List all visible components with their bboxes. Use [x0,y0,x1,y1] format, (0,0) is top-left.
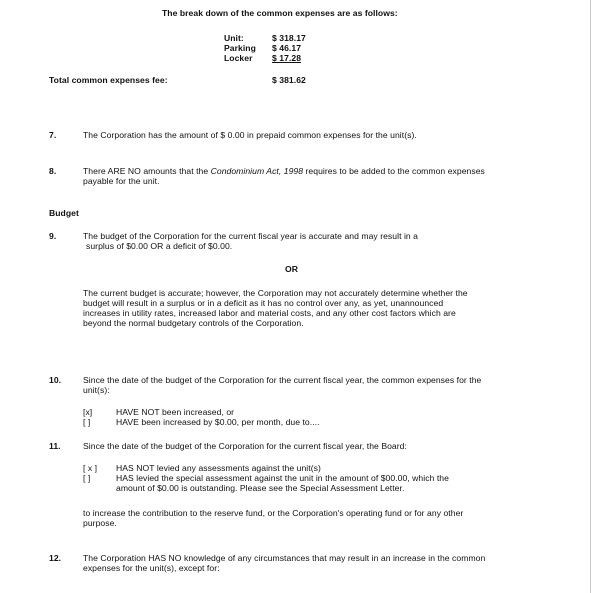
item-10-option2-text: HAVE been increased by $0.00, per month, due to.... [116,417,320,427]
item-9-para-line1: The current budget is accurate; however, the Corporation may not accurately determine whether the [83,288,468,298]
item-10-option1-checkbox: [x] [83,407,93,417]
item-8-line1 [83,166,485,176]
expense-label-unit: Unit: [224,33,244,43]
item-12-line2: expenses for the unit(s), except for: [83,563,220,573]
item-8-text-after: requires to be added to the common expenses [303,166,485,176]
item-9-para-line2: budget will result in a surplus or in a deficit as it has no control over any, as yet, unannounced [83,298,444,308]
item-11-option2-line2: amount of $0.00 is outstanding. Please see the Special Assessment Letter. [116,483,405,493]
item-10-line1: Since the date of the budget of the Corporation for the current fiscal year, the common expenses for the [83,375,482,385]
condominium-act-title: Condominium Act, 1998 [210,166,304,176]
item-11-line1: Since the date of the budget of the Corporation for the current fiscal year, the Board: [83,441,407,451]
expense-amount-parking: $ 46.17 [272,43,302,53]
total-expenses-amount: $ 381.62 [272,75,306,85]
item-12-number: 12. [49,553,62,563]
expense-amount-locker: $ 17.28 [272,53,302,63]
item-9-or: OR [285,264,298,274]
item-11-option1-checkbox: [ x ] [83,463,98,473]
item-11-option2-line1: HAS levied the special assessment against the unit in the amount of $00.00, which the [116,473,449,483]
item-12-line1: The Corporation HAS NO knowledge of any circumstances that may result in an increase in the common [83,553,486,563]
expense-label-parking: Parking [224,43,256,53]
item-11-number: 11. [49,441,61,451]
item-10-number: 10. [49,375,62,385]
item-9-line1: The budget of the Corporation for the current fiscal year is accurate and may result in a [83,231,419,241]
item-11-option1-text: HAS NOT levied any assessments against the unit(s) [116,463,321,473]
expenses-heading: The break down of the common expenses are as follows: [162,8,398,18]
item-8-line2: payable for the unit. [83,176,160,186]
item-10-option1-text: HAVE NOT been increased, or [116,407,235,417]
item-8-number: 8. [49,166,57,176]
item-10-line2: unit(s): [83,385,110,395]
item-9-line2: surplus of $0.00 OR a deficit of $0.00. [86,241,233,251]
expense-amount-unit: $ 318.17 [272,33,306,43]
item-11-para-line1: to increase the contribution to the reserve fund, or the Corporation's operating fund or for any other [83,508,464,518]
item-11-option2-checkbox: [ ] [83,473,91,483]
item-10-option2-checkbox: [ ] [83,417,91,427]
item-11-para-line2: purpose. [83,518,117,528]
item-8-text-before: There ARE NO amounts that the [83,166,211,176]
item-9-para-line4: beyond the normal budgetary controls of the Corporation. [83,318,304,328]
item-7-text: The Corporation has the amount of $ 0.00 in prepaid common expenses for the unit(s). [83,130,417,140]
item-9-para-line3: increases in utility rates, increased labor and material costs, and any other cost factors which are [83,308,456,318]
total-expenses-label: Total common expenses fee: [49,75,168,85]
item-7-number: 7. [49,130,57,140]
budget-heading: Budget [49,208,79,218]
expense-label-locker: Locker [224,53,253,63]
item-9-number: 9. [49,231,57,241]
